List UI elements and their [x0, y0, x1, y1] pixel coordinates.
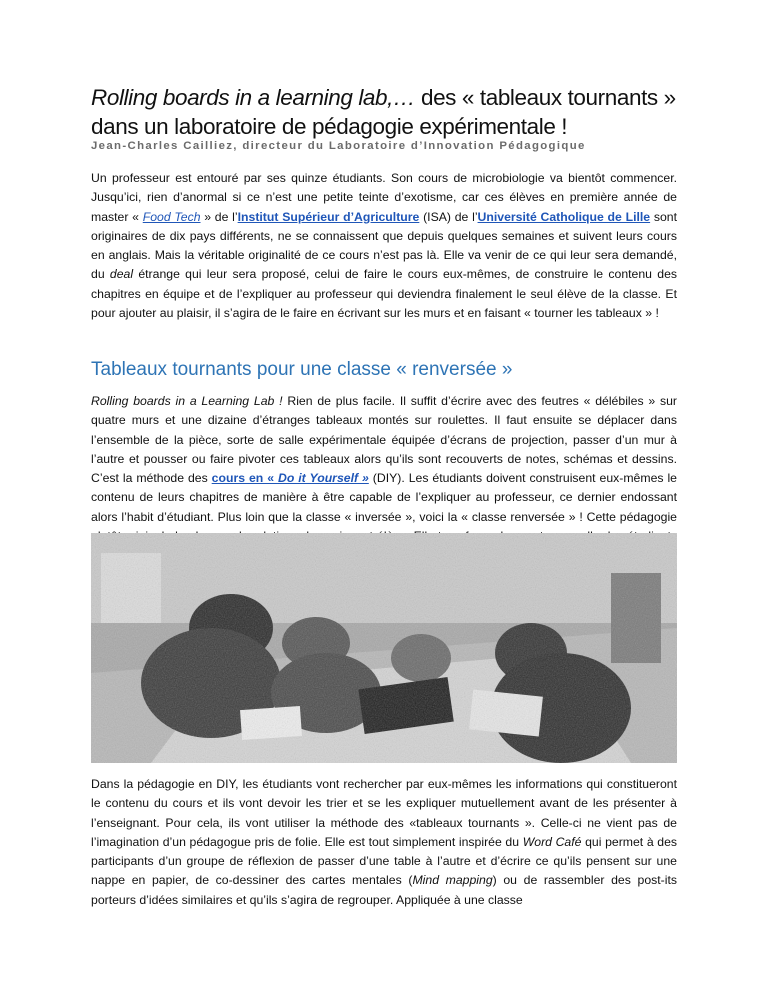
food-tech-link[interactable]: Food Tech	[142, 209, 201, 224]
section-heading: Tableaux tournants pour une classe « renversée »	[91, 359, 513, 380]
classroom-photo	[91, 533, 677, 763]
closing-text-3: ) ou de rassembler des post-its porteurs d’idées similaires et qu’ils s’agira de regrouper. Appliquée à une classe	[91, 873, 677, 907]
ucl-link[interactable]: Université Catholique de Lille	[477, 209, 651, 224]
byline: Jean-Charles Cailliez, directeur du Laboratoire d’Innovation Pédagogique	[91, 140, 586, 152]
intro-text-3: (ISA) de l’	[419, 209, 478, 224]
word-cafe-emphasis: Word Café	[522, 834, 582, 849]
closing-text-1: Dans la pédagogie en DIY, les étudiants vont rechercher par eux-mêmes les informations qui constitueront le contenu du cours et ils vont devoir les trier et se les expliquer mutuellement avant de les présenter à l’enseignant. Pour cela, ils vont utiliser la méthode des «tableaux tournants ». Celle-ci ne vient pas de l’imagination d’un pédagogue pris de folie. Elle est tout simplement inspirée du	[91, 777, 677, 849]
intro-text-1: Un professeur est entouré par ses quinze étudiants. Son cours de microbiologie va bientôt commencer. Jusqu’ici, rien d’anormal si ce n’est une petite teinte d’exotisme, car ces élèves en première année de master «	[91, 171, 677, 224]
title-italic: Rolling boards in a learning lab,…	[91, 85, 416, 110]
deal-emphasis: deal	[109, 267, 134, 282]
section-text-1: Rien de plus facile. Il suffit d’écrire avec des feutres « délébiles » sur quatre murs et une dizaine d’étranges tableaux montés sur roulettes. Il faut ensuite se déplacer dans l’ensemble de la pièce, sorte de salle expérimentale équipée d’écrans de projection, passer d’un mur à l’autre et pousser ou faire pivoter ces tableaux alors qu’ils sont recouverts de notes, schémas et dessins. C’est la méthode des	[91, 394, 677, 486]
intro-paragraph	[91, 169, 677, 323]
mind-mapping-emphasis: Mind mapping	[412, 873, 493, 888]
isa-link[interactable]: Institut Supérieur d’Agriculture	[237, 209, 420, 224]
section-text-2: (DIY). Les étudiants doivent construisent eux-mêmes le contenu de leurs chapitres de manière à être capable de l’expliquer au professeur, ce dernier endossant alors l’habit d’étudiant. Plus loin que la classe « inversée », voici la « classe renversée » ! Cette pédagogie	[91, 471, 677, 524]
closing-paragraph	[91, 775, 677, 910]
title-rest: des « tableaux tournants » dans un laboratoire de pédagogie expérimentale !	[91, 85, 676, 139]
rolling-boards-emphasis: Rolling boards in a Learning Lab !	[91, 394, 283, 408]
diy-link-text: cours en «	[211, 471, 278, 486]
intro-text-5: étrange qui leur sera proposé, celui de faire le cours eux-mêmes, de construire le contenu des chapitres en équipe et de l’expliquer au professeur qui deviendra finalement le seul élève de la classe. Et pour ajouter au plaisir, il s’agira de le faire en écrivant sur les murs et en faisant « tourner les tableaux » !	[91, 267, 678, 321]
closing-text-2: qui permet à des participants d’un groupe de réflexion de passer d’une table à l’autre et d’écrire ce qu’ils pensent sur une nappe en papier, de co-dessiner des cartes mentales (	[91, 834, 678, 888]
intro-text-2: » de l’	[200, 209, 238, 224]
diy-course-link[interactable]	[212, 471, 369, 485]
intro-text-4: sont originaires de dix pays différents, ne se connaissent que depuis quelques semaines et suivent leurs cours en anglais. Mais la véritable originalité de ce cours n’est pas là. Elle va venir de ce qui leur sera demandé, du	[91, 209, 678, 282]
article-title	[91, 83, 691, 141]
diy-link-italic: Do it Yourself »	[278, 471, 369, 486]
